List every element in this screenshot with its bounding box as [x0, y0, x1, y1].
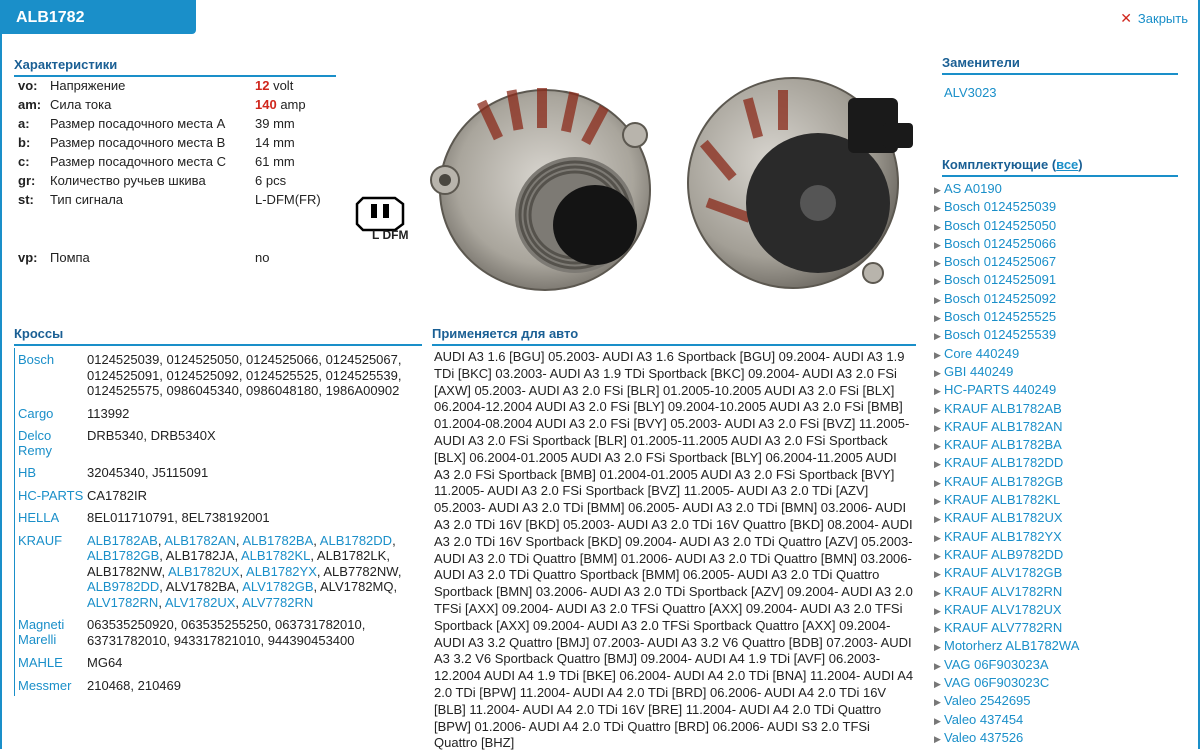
- characteristic-value-number: 12: [255, 78, 270, 93]
- alternator-rear-photo: [683, 68, 923, 303]
- cross-row: [15, 348, 422, 402]
- cross-part-text: DRB5340, DRB5340X: [87, 428, 216, 443]
- cross-brand[interactable]: HB: [18, 465, 37, 480]
- cross-part-text: ,: [235, 579, 243, 594]
- triangle-right-icon: ▶: [934, 715, 941, 726]
- cross-row: [15, 529, 422, 614]
- cross-part-text: ,: [159, 548, 166, 563]
- cross-part-text: ALV1782MQ: [320, 579, 394, 594]
- component-label[interactable]: KRAUF ALB1782AN: [944, 418, 1063, 434]
- component-link[interactable]: [934, 619, 1180, 637]
- close-icon[interactable]: ✕: [1120, 10, 1132, 26]
- component-link[interactable]: [934, 491, 1180, 509]
- characteristic-key: vo:: [18, 78, 38, 93]
- alternator-front-photo: [425, 60, 675, 305]
- component-link[interactable]: [934, 436, 1180, 454]
- cross-part-link[interactable]: ALV1782GB: [242, 579, 314, 594]
- component-label[interactable]: KRAUF ALB9782DD: [944, 546, 1064, 562]
- component-link[interactable]: [934, 692, 1180, 710]
- cross-part-text: ALV1782BA: [165, 579, 236, 594]
- characteristic-key: gr:: [18, 173, 36, 188]
- characteristic-name: Размер посадочного места B: [50, 135, 226, 150]
- triangle-right-icon: ▶: [934, 697, 941, 708]
- components-title: [942, 157, 1178, 177]
- triangle-right-icon: ▶: [934, 239, 941, 250]
- cross-part-text: ,: [235, 532, 243, 548]
- cross-values: [87, 406, 422, 422]
- characteristic-key: c:: [18, 154, 30, 169]
- cross-brand[interactable]: MAHLE: [18, 655, 63, 670]
- triangle-right-icon: ▶: [934, 294, 941, 305]
- cross-part-text: ,: [159, 579, 166, 594]
- cross-part-text: ,: [386, 548, 390, 563]
- component-link[interactable]: [934, 601, 1180, 619]
- crosses-title: Кроссы: [14, 326, 422, 346]
- component-label[interactable]: Motorherz ALB1782WA: [944, 638, 1080, 654]
- component-link[interactable]: [934, 454, 1180, 472]
- component-link[interactable]: [934, 583, 1180, 601]
- cross-row: [15, 402, 422, 425]
- component-link[interactable]: [934, 418, 1180, 436]
- cross-part-text: ALB7782NW: [323, 563, 398, 579]
- characteristic-name: Размер посадочного места C: [50, 154, 227, 169]
- cross-brand[interactable]: Delco Remy: [18, 428, 52, 458]
- characteristic-value: [255, 78, 293, 93]
- application-text: AUDI A3 1.6 [BGU] 05.2003- AUDI A3 1.6 Sportback [BGU] 09.2004- AUDI A3 1.9 TDi [BKC] 03.2003- AUDI A3 1.9 TDi Sportback [BKC] 09.2004- AUDI A3 2.0 FSi [AXW] 05.2003- AUDI A3 2.0 FSi [BLR] 01.2005-10.2005 AUDI A3 2.0 FSi [BLX] 06.2004-12.2004 AUDI A3 2.0 FSi [BLY] 09.2004-10.2005 AUDI A3 2.0 FSi [BMB] 01.2004-08.2004 AUDI A3 2.0 FSi [BVY] 05.2003- AUDI A3 2.0 FSi [BVZ] 11.2005- AUDI A3 2.0 FSi Sportback [BLR] 01.2005-11.2005 AUDI A3 2.0 FSi Sportback [BLX] 06.2004-01.2005 AUDI A3 2.0 FSi Sportback [BLY] 06.2004-11.2005 AUDI A3 2.0 FSi Sportback [BMB] 01.2004-01.2005 AUDI A3 2.0 FSi Sportback [BVY] 11.2005- AUDI A3 2.0 FSi Sportback [BVZ] 11.2005- AUDI A3 2.0 TDi [AZV] 05.2003- AUDI A3 2.0 TDi [BMM] 06.2005- AUDI A3 2.0 TDi [BMN] 03.2006- AUDI A3 2.0 TDi 16V [BKD] 05.2003- AUDI A3 2.0 TDi 16V Quattro [BKD] 08.2004- AUDI A3 2.0 TDi 16V Sportback [BKD] 09.2004- AUDI A3 2.0 TDi Quattro [AZV] 05.2003- AUDI A3 2.0 TDi Quattro [BMM] 01.2006- AUDI A3 2.0 TDi Quattro [BMN] 03.2006- AUDI A3 2.0 TDi Quattro Sportback [BMM] 06.2005- AUDI A3 2.0 TDi Quattro Sportback [BMN] 03.2006- AUDI A3 2.0 TDi Sportback [AZV] 09.2004- AUDI A3 2.0 TFSi [AXX] 09.2004- AUDI A3 2.0 TFSi Quattro [AXX] 09.2004- AUDI A3 2.0 TFSi Sportback [AXX] 09.2004- AUDI A3 2.0 TFSi Sportback Quattro [AXX] 09.2004- AUDI A3 3.2 Quattro [BMJ] 07.2003- AUDI A3 3.2 V6 Quattro [BDB] 07.2003- AUDI A3 3.2 V6 Sportback Quattro [BMJ] 09.2004- AUDI A4 1.9 TDi [AVF] 06.2003-12.2004 AUDI A4 1.9 TDi [BKE] 06.2004- AUDI A4 2.0 TDi [BNA] 11.2004- AUDI A4 2.0 TDi [BPW] 11.2004- AUDI A4 2.0 TDi [BRD] 06.2006- AUDI A4 2.0 TDi 16V [BLB] 11.2004- AUDI A4 2.0 TDi 16V [BRE] 11.2004- AUDI A4 2.0 TDi Quattro [BPW] 01.2006- AUDI A4 2.0 TDi Quattro [BRD] 06.2006- AUDI S3 2.0 TFSi Quattro [BHZ]: [434, 349, 914, 751]
- component-label[interactable]: Bosch 0124525092: [944, 290, 1057, 306]
- component-label[interactable]: KRAUF ALV1782UX: [944, 601, 1062, 617]
- characteristic-key: st:: [18, 192, 34, 207]
- characteristic-value: 14 mm: [255, 135, 295, 150]
- cross-part-link[interactable]: ALB1782YX: [246, 563, 317, 579]
- characteristic-name: Сила тока: [50, 97, 112, 112]
- triangle-right-icon: ▶: [934, 386, 941, 397]
- component-link[interactable]: [934, 729, 1180, 747]
- component-link[interactable]: [934, 656, 1180, 674]
- component-label[interactable]: Bosch 0124525539: [944, 327, 1057, 343]
- triangle-right-icon: ▶: [934, 459, 941, 470]
- cross-brand[interactable]: Bosch: [18, 352, 55, 367]
- component-label[interactable]: Valeo 2542695: [944, 693, 1031, 709]
- component-label[interactable]: Bosch 0124525091: [944, 272, 1057, 288]
- cross-part-link[interactable]: ALB1782AN: [164, 532, 236, 548]
- component-link[interactable]: [934, 308, 1180, 326]
- cross-row: [15, 651, 422, 674]
- component-link[interactable]: [934, 509, 1180, 527]
- component-label[interactable]: Valeo 437526: [944, 729, 1024, 745]
- characteristic-value: 39 mm: [255, 116, 295, 131]
- cross-part-text: ,: [397, 563, 402, 579]
- triangle-right-icon: ▶: [934, 349, 941, 360]
- component-label[interactable]: Bosch 0124525039: [944, 199, 1057, 215]
- characteristics-title: Характеристики: [14, 57, 336, 77]
- cross-values: [87, 617, 422, 648]
- triangle-right-icon: ▶: [934, 404, 941, 415]
- cross-part-text: ,: [157, 532, 165, 548]
- component-link[interactable]: [934, 253, 1180, 271]
- component-link[interactable]: [934, 564, 1180, 582]
- characteristic-value: [255, 97, 306, 112]
- component-label[interactable]: KRAUF ALB1782GB: [944, 473, 1064, 489]
- cross-part-link[interactable]: ALB1782DD: [319, 532, 393, 548]
- component-link[interactable]: [934, 363, 1180, 381]
- cross-values: [87, 465, 422, 481]
- component-link[interactable]: [934, 528, 1180, 546]
- cross-part-text: ,: [234, 548, 241, 563]
- characteristic-key: b:: [18, 135, 31, 150]
- close-button[interactable]: [1120, 10, 1188, 27]
- triangle-right-icon: ▶: [934, 203, 941, 214]
- cross-part-text: 113992: [87, 405, 130, 421]
- component-label[interactable]: KRAUF ALV7782RN: [944, 620, 1063, 636]
- cross-values: [87, 655, 422, 671]
- cross-part-link[interactable]: ALB1782BA: [242, 532, 314, 548]
- component-link[interactable]: [934, 345, 1180, 363]
- component-label[interactable]: KRAUF ALB1782KL: [944, 492, 1061, 508]
- cross-brand[interactable]: Magneti Marelli: [18, 617, 65, 647]
- characteristic-value-number: 140: [255, 97, 277, 112]
- cross-part-text: 210468, 210469: [87, 677, 181, 693]
- cross-part-link[interactable]: ALB1782UX: [167, 563, 240, 579]
- components-all-link[interactable]: все: [1056, 157, 1079, 172]
- component-link[interactable]: [934, 546, 1180, 564]
- cross-brand[interactable]: KRAUF: [18, 532, 63, 548]
- component-link[interactable]: [934, 637, 1180, 655]
- cross-part-text: ,: [393, 579, 398, 594]
- cross-brand[interactable]: Cargo: [18, 405, 54, 421]
- cross-part-text: 8EL011710791, 8EL738192001: [87, 510, 270, 525]
- component-link[interactable]: [934, 235, 1180, 253]
- cross-brand[interactable]: HELLA: [18, 510, 60, 525]
- cross-row: [15, 506, 422, 529]
- component-link[interactable]: [934, 674, 1180, 692]
- component-label[interactable]: Bosch 0124525050: [944, 217, 1057, 233]
- cross-part-text: 0124525039, 0124525050, 0124525066, 0124525067, 0124525091, 0124525092, 0124525525, 0124525539, 0124525575, 0986045340, 0986048180, 1986A00902: [87, 352, 402, 398]
- cross-row: [15, 424, 422, 461]
- cross-part-text: ,: [313, 579, 321, 594]
- triangle-right-icon: ▶: [934, 477, 941, 488]
- characteristic-value-unit: amp: [276, 97, 306, 112]
- triangle-right-icon: ▶: [934, 258, 941, 269]
- cross-part-text: ,: [158, 594, 165, 610]
- component-label[interactable]: Bosch 0124525525: [944, 309, 1057, 325]
- component-link[interactable]: [934, 198, 1180, 216]
- component-link[interactable]: [934, 217, 1180, 235]
- cross-part-text: ,: [310, 548, 317, 563]
- replacement-link[interactable]: ALV3023: [944, 85, 997, 100]
- component-label[interactable]: Core 440249: [944, 345, 1020, 361]
- component-label[interactable]: AS A0190: [944, 181, 1002, 196]
- cross-brand[interactable]: HC-PARTS: [18, 487, 84, 503]
- triangle-right-icon: ▶: [934, 185, 941, 195]
- component-label[interactable]: KRAUF ALB1782UX: [944, 510, 1063, 526]
- cross-part-link[interactable]: ALV7782RN: [241, 594, 314, 610]
- characteristic-value: L-DFM(FR): [255, 192, 321, 207]
- cross-part-text: MG64: [87, 655, 123, 670]
- component-link[interactable]: [934, 290, 1180, 308]
- component-label[interactable]: HC-PARTS 440249: [944, 382, 1057, 398]
- application-title: Применяется для авто: [432, 326, 916, 346]
- cross-part-text: ALB1782JA: [165, 548, 235, 563]
- triangle-right-icon: ▶: [934, 679, 941, 690]
- dialog-title: ALB1782: [0, 0, 196, 34]
- triangle-right-icon: ▶: [934, 441, 941, 452]
- component-label[interactable]: KRAUF ALB1782DD: [944, 455, 1064, 471]
- characteristic-key: am:: [18, 97, 42, 112]
- triangle-right-icon: ▶: [934, 605, 941, 616]
- triangle-right-icon: ▶: [934, 367, 941, 378]
- triangle-right-icon: ▶: [934, 514, 941, 525]
- component-link[interactable]: [934, 180, 1180, 198]
- characteristic-value: no: [255, 250, 270, 265]
- cross-part-link[interactable]: ALV1782UX: [164, 594, 236, 610]
- components-title-end: ): [1078, 157, 1083, 172]
- cross-values: [87, 488, 422, 504]
- component-link[interactable]: [934, 381, 1180, 399]
- component-link[interactable]: [934, 711, 1180, 729]
- cross-part-text: ,: [235, 594, 242, 610]
- cross-brand[interactable]: Messmer: [18, 677, 72, 693]
- cross-values: [87, 352, 422, 399]
- characteristic-value: 61 mm: [255, 154, 295, 169]
- cross-part-text: CA1782IR: [87, 487, 147, 503]
- crosses-table: [14, 348, 422, 696]
- component-label[interactable]: KRAUF ALB1782AB: [944, 400, 1062, 416]
- cross-part-text: ,: [316, 563, 324, 579]
- triangle-right-icon: ▶: [934, 624, 941, 635]
- component-label[interactable]: Bosch 0124525066: [944, 235, 1057, 251]
- characteristic-name: Помпа: [50, 250, 90, 265]
- characteristic-key: vp:: [18, 250, 38, 265]
- triangle-right-icon: ▶: [934, 331, 941, 342]
- cross-part-text: ALB1782NW: [87, 563, 162, 579]
- triangle-right-icon: ▶: [934, 587, 941, 598]
- cross-part-text: 32045340, J5115091: [87, 465, 209, 480]
- replacements-title: Заменители: [942, 55, 1178, 75]
- cross-part-link[interactable]: ALB1782AB: [87, 532, 158, 548]
- characteristic-name: Количество ручьев шкива: [50, 173, 206, 188]
- component-link[interactable]: [934, 400, 1180, 418]
- cross-part-link[interactable]: ALV1782RN: [87, 594, 159, 610]
- characteristic-value: 6 pcs: [255, 173, 287, 188]
- cross-part-link[interactable]: ALB1782GB: [87, 548, 160, 563]
- cross-values: [87, 678, 422, 694]
- cross-part-link[interactable]: ALB1782KL: [240, 548, 311, 563]
- triangle-right-icon: ▶: [934, 660, 941, 671]
- component-label[interactable]: VAG 06F903023C: [944, 675, 1050, 691]
- triangle-right-icon: ▶: [934, 642, 941, 653]
- cross-row: [15, 674, 422, 697]
- component-label[interactable]: VAG 06F903023A: [944, 656, 1049, 672]
- component-label[interactable]: Valeo 437454: [944, 711, 1024, 727]
- close-label[interactable]: Закрыть: [1137, 11, 1188, 26]
- components-title-text: Комплектующие (: [942, 157, 1057, 172]
- characteristic-value-unit: volt: [269, 78, 294, 93]
- component-label[interactable]: KRAUF ALB1782BA: [944, 437, 1062, 453]
- characteristic-name: Тип сигнала: [50, 192, 124, 207]
- cross-values: [87, 428, 422, 458]
- triangle-right-icon: ▶: [934, 276, 941, 287]
- component-label[interactable]: KRAUF ALV1782GB: [944, 565, 1063, 581]
- component-label[interactable]: KRAUF ALB1782YX: [944, 528, 1062, 544]
- triangle-right-icon: ▶: [934, 313, 941, 324]
- triangle-right-icon: ▶: [934, 569, 941, 580]
- cross-part-link[interactable]: ALB9782DD: [87, 579, 160, 594]
- cross-values: [87, 510, 422, 526]
- cross-row: [15, 461, 422, 484]
- triangle-right-icon: ▶: [934, 532, 941, 543]
- cross-part-text: ALB1782LK: [316, 548, 387, 563]
- cross-values: [87, 533, 422, 611]
- cross-part-text: 063535250920, 063535255250, 063731782010, 63731782010, 943317821010, 944390453400: [87, 617, 366, 648]
- triangle-right-icon: ▶: [934, 496, 941, 507]
- component-link[interactable]: [934, 326, 1180, 344]
- cross-row: [15, 613, 422, 651]
- components-list: [934, 180, 1180, 747]
- cross-part-text: ,: [313, 532, 320, 548]
- component-label[interactable]: GBI 440249: [944, 363, 1014, 379]
- cross-part-text: ,: [392, 532, 396, 548]
- triangle-right-icon: ▶: [934, 550, 941, 561]
- triangle-right-icon: ▶: [934, 221, 941, 232]
- cross-part-text: ,: [239, 563, 247, 579]
- characteristic-name: Напряжение: [50, 78, 126, 93]
- characteristic-key: a:: [18, 116, 30, 131]
- characteristic-name: Размер посадочного места A: [50, 116, 226, 131]
- cross-row: [15, 484, 422, 507]
- triangle-right-icon: ▶: [934, 422, 941, 433]
- connector-label: L DFM: [372, 228, 409, 242]
- component-label[interactable]: KRAUF ALV1782RN: [944, 583, 1063, 599]
- component-link[interactable]: [934, 473, 1180, 491]
- cross-part-text: ,: [161, 563, 168, 579]
- component-label[interactable]: Bosch 0124525067: [944, 254, 1057, 270]
- component-link[interactable]: [934, 271, 1180, 289]
- triangle-right-icon: ▶: [934, 733, 941, 744]
